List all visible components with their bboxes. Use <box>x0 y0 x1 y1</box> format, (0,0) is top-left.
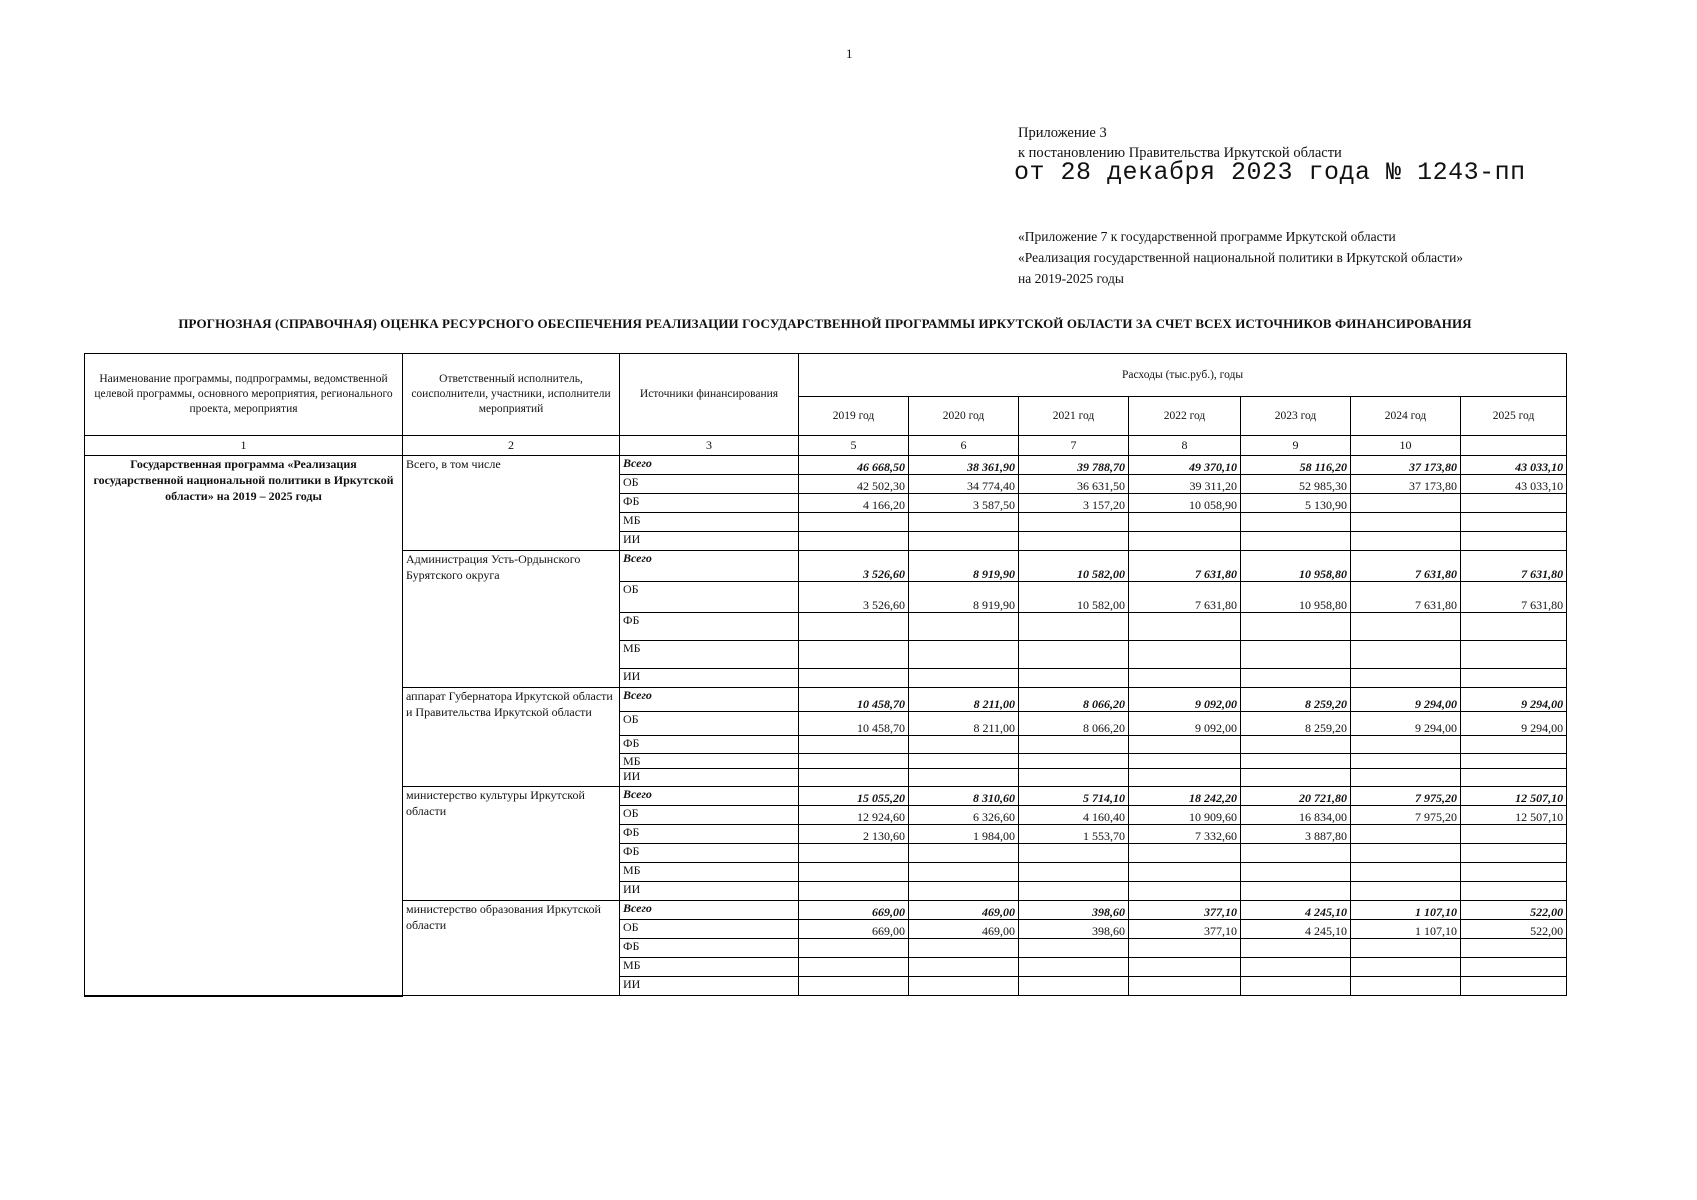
amount-cell: 20 721,80 <box>1241 787 1351 806</box>
document-title: ПРОГНОЗНАЯ (СПРАВОЧНАЯ) ОЦЕНКА РЕСУРСНОГО ОБЕСПЕЧЕНИЯ РЕАЛИЗАЦИИ ГОСУДАРСТВЕННОЙ ПРОГРАММЫ ИРКУТСКОЙ ОБЛАСТИ ЗА СЧЕТ ВСЕХ ИСТОЧНИКОВ ФИНАНСИРОВАНИЯ <box>178 316 1472 331</box>
executor-cell: министерство образования Иркутской области <box>403 901 620 996</box>
header-year: 2025 год <box>1461 397 1567 436</box>
amount-cell: 8 211,00 <box>909 688 1019 712</box>
amount-cell: 8 919,90 <box>909 582 1019 613</box>
header-year: 2024 год <box>1351 397 1461 436</box>
amount-cell: 3 526,60 <box>799 582 909 613</box>
amount-cell: 1 107,10 <box>1351 920 1461 939</box>
amount-cell <box>1129 958 1241 977</box>
amount-cell: 39 788,70 <box>1019 456 1129 475</box>
source-cell: ИИ <box>620 532 799 551</box>
source-cell: ОБ <box>620 475 799 494</box>
amount-cell <box>1241 977 1351 996</box>
amount-cell: 3 157,20 <box>1019 494 1129 513</box>
amount-cell <box>799 977 909 996</box>
amount-cell <box>1129 736 1241 754</box>
amount-cell: 8 310,60 <box>909 787 1019 806</box>
amount-cell <box>1351 513 1461 532</box>
amount-cell <box>1129 863 1241 882</box>
amount-cell <box>1129 977 1241 996</box>
amount-cell <box>1461 513 1567 532</box>
amount-cell <box>1019 863 1129 882</box>
amount-cell: 10 058,90 <box>1129 494 1241 513</box>
amount-cell: 3 887,80 <box>1241 825 1351 844</box>
amount-cell: 469,00 <box>909 901 1019 920</box>
amount-cell <box>1129 641 1241 669</box>
amount-cell: 7 631,80 <box>1351 582 1461 613</box>
source-cell: ОБ <box>620 920 799 939</box>
source-cell: ФБ <box>620 494 799 513</box>
amount-cell: 7 975,20 <box>1351 806 1461 825</box>
amount-cell: 7 332,60 <box>1129 825 1241 844</box>
amount-cell <box>1351 736 1461 754</box>
source-cell: ОБ <box>620 582 799 613</box>
amount-cell <box>1129 882 1241 901</box>
amount-cell: 4 245,10 <box>1241 920 1351 939</box>
amount-cell <box>1241 882 1351 901</box>
amount-cell <box>799 613 909 641</box>
amount-cell: 9 294,00 <box>1351 688 1461 712</box>
column-number <box>1461 436 1567 456</box>
amount-cell <box>1351 977 1461 996</box>
amount-cell <box>909 882 1019 901</box>
page-number: 1 <box>846 46 853 61</box>
amount-cell: 7 631,80 <box>1129 551 1241 582</box>
amount-cell <box>1241 513 1351 532</box>
source-cell: МБ <box>620 513 799 532</box>
column-number: 1 <box>85 436 403 456</box>
amount-cell: 18 242,20 <box>1129 787 1241 806</box>
amount-cell <box>799 513 909 532</box>
amount-cell <box>1129 769 1241 787</box>
amount-cell: 39 311,20 <box>1129 475 1241 494</box>
amount-cell: 16 834,00 <box>1241 806 1351 825</box>
amount-cell <box>1461 669 1567 688</box>
amount-cell: 9 294,00 <box>1351 712 1461 736</box>
column-number: 3 <box>620 436 799 456</box>
program-ref-line: на 2019-2025 годы <box>1018 271 1124 286</box>
amount-cell <box>1461 977 1567 996</box>
program-reference <box>1018 226 1463 289</box>
amount-cell: 4 166,20 <box>799 494 909 513</box>
amount-cell <box>909 863 1019 882</box>
amount-cell: 5 714,10 <box>1019 787 1129 806</box>
amount-cell <box>1019 669 1129 688</box>
source-cell: ИИ <box>620 669 799 688</box>
amount-cell <box>1461 939 1567 958</box>
amount-cell: 49 370,10 <box>1129 456 1241 475</box>
column-number-row <box>85 436 1567 456</box>
header-year: 2023 год <box>1241 397 1351 436</box>
amount-cell <box>1461 754 1567 769</box>
amount-cell <box>1461 736 1567 754</box>
amount-cell <box>799 754 909 769</box>
amount-cell: 522,00 <box>1461 901 1567 920</box>
amount-cell: 10 582,00 <box>1019 551 1129 582</box>
amount-cell: 36 631,50 <box>1019 475 1129 494</box>
amount-cell <box>909 939 1019 958</box>
amount-cell: 58 116,20 <box>1241 456 1351 475</box>
amount-cell: 4 245,10 <box>1241 901 1351 920</box>
amount-cell <box>909 958 1019 977</box>
amount-cell: 669,00 <box>799 901 909 920</box>
amount-cell <box>1019 754 1129 769</box>
amount-cell: 3 587,50 <box>909 494 1019 513</box>
source-cell: МБ <box>620 641 799 669</box>
amount-cell <box>799 669 909 688</box>
amount-cell <box>1461 825 1567 844</box>
amount-cell: 3 526,60 <box>799 551 909 582</box>
amount-cell: 8 919,90 <box>909 551 1019 582</box>
amount-cell <box>1351 958 1461 977</box>
header-expenses: Расходы (тыс.руб.), годы <box>799 354 1567 397</box>
amount-cell <box>1351 844 1461 863</box>
amount-cell <box>1351 613 1461 641</box>
amount-cell: 9 092,00 <box>1129 688 1241 712</box>
amount-cell: 5 130,90 <box>1241 494 1351 513</box>
source-cell: ИИ <box>620 769 799 787</box>
executor-cell: Администрация Усть-Ордынского Бурятского округа <box>403 551 620 688</box>
amount-cell <box>799 939 909 958</box>
source-cell: ФБ <box>620 939 799 958</box>
amount-cell <box>909 532 1019 551</box>
amount-cell: 8 211,00 <box>909 712 1019 736</box>
amount-cell <box>799 769 909 787</box>
amount-cell: 1 553,70 <box>1019 825 1129 844</box>
amount-cell: 46 668,50 <box>799 456 909 475</box>
amount-cell <box>1129 613 1241 641</box>
column-number: 6 <box>909 436 1019 456</box>
amount-cell: 37 173,80 <box>1351 456 1461 475</box>
column-number: 2 <box>403 436 620 456</box>
amount-cell <box>1019 844 1129 863</box>
amount-cell <box>1129 669 1241 688</box>
amount-cell <box>1019 958 1129 977</box>
amount-cell: 43 033,10 <box>1461 456 1567 475</box>
amount-cell <box>1241 863 1351 882</box>
amount-cell <box>909 977 1019 996</box>
amount-cell <box>1461 494 1567 513</box>
appendix-line: Приложение 3 <box>1018 125 1107 141</box>
amount-cell <box>1241 641 1351 669</box>
source-cell: Всего <box>620 787 799 806</box>
amount-cell <box>1241 769 1351 787</box>
amount-cell <box>1241 939 1351 958</box>
amount-cell <box>1241 736 1351 754</box>
amount-cell <box>1129 939 1241 958</box>
amount-cell <box>1019 613 1129 641</box>
amount-cell <box>1019 736 1129 754</box>
amount-cell <box>1019 882 1129 901</box>
amount-cell <box>1241 844 1351 863</box>
amount-cell <box>1241 532 1351 551</box>
amount-cell <box>799 882 909 901</box>
amount-cell: 7 631,80 <box>1461 551 1567 582</box>
amount-cell <box>1461 844 1567 863</box>
amount-cell: 398,60 <box>1019 901 1129 920</box>
header-year: 2020 год <box>909 397 1019 436</box>
amount-cell <box>909 641 1019 669</box>
amount-cell <box>1019 977 1129 996</box>
amount-cell <box>1351 863 1461 882</box>
amount-cell: 10 458,70 <box>799 712 909 736</box>
amount-cell: 4 160,40 <box>1019 806 1129 825</box>
amount-cell: 9 294,00 <box>1461 688 1567 712</box>
amount-cell: 8 066,20 <box>1019 712 1129 736</box>
amount-cell <box>1019 641 1129 669</box>
amount-cell <box>1461 532 1567 551</box>
amount-cell <box>1241 958 1351 977</box>
program-ref-line: «Реализация государственной национальной политики в Иркутской области» <box>1018 250 1464 265</box>
header-executor: Ответственный исполнитель, соисполнители, участники, исполнители мероприятий <box>403 354 620 436</box>
header-program: Наименование программы, подпрограммы, ведомственной целевой программы, основного мероприятия, регионального проекта, мероприятия <box>85 354 403 436</box>
amount-cell <box>799 844 909 863</box>
amount-cell <box>1461 958 1567 977</box>
source-cell: Всего <box>620 688 799 712</box>
amount-cell: 6 326,60 <box>909 806 1019 825</box>
header-year: 2019 год <box>799 397 909 436</box>
executor-cell: аппарат Губернатора Иркутской области и Правительства Иркутской области <box>403 688 620 787</box>
source-cell: ФБ <box>620 613 799 641</box>
amount-cell <box>909 736 1019 754</box>
amount-cell: 377,10 <box>1129 901 1241 920</box>
amount-cell <box>1351 754 1461 769</box>
header-source: Источники финансирования <box>620 354 799 436</box>
appendix-line: к постановлению Правительства Иркутской области <box>1018 145 1342 161</box>
amount-cell <box>799 736 909 754</box>
amount-cell: 377,10 <box>1129 920 1241 939</box>
amount-cell: 52 985,30 <box>1241 475 1351 494</box>
amount-cell <box>909 613 1019 641</box>
amount-cell: 398,60 <box>1019 920 1129 939</box>
source-cell: ФБ <box>620 736 799 754</box>
decree-date: от 28 декабря 2023 года № 1243-пп <box>1014 158 1526 187</box>
amount-cell <box>1351 669 1461 688</box>
amount-cell <box>1461 863 1567 882</box>
source-cell: ОБ <box>620 712 799 736</box>
amount-cell: 8 259,20 <box>1241 688 1351 712</box>
executor-cell: министерство культуры Иркутской области <box>403 787 620 901</box>
amount-cell <box>1241 669 1351 688</box>
column-number: 8 <box>1129 436 1241 456</box>
source-cell: ОБ <box>620 806 799 825</box>
amount-cell: 12 924,60 <box>799 806 909 825</box>
amount-cell: 10 458,70 <box>799 688 909 712</box>
source-cell: Всего <box>620 901 799 920</box>
program-ref-line: «Приложение 7 к государственной программе Иркутской области <box>1018 229 1396 244</box>
source-cell: МБ <box>620 754 799 769</box>
column-number: 10 <box>1351 436 1461 456</box>
amount-cell: 522,00 <box>1461 920 1567 939</box>
amount-cell <box>799 641 909 669</box>
amount-cell <box>799 958 909 977</box>
amount-cell: 10 582,00 <box>1019 582 1129 613</box>
amount-cell <box>1351 769 1461 787</box>
amount-cell: 469,00 <box>909 920 1019 939</box>
amount-cell <box>1129 513 1241 532</box>
amount-cell <box>1351 494 1461 513</box>
amount-cell: 7 631,80 <box>1461 582 1567 613</box>
amount-cell: 8 066,20 <box>1019 688 1129 712</box>
amount-cell <box>1129 754 1241 769</box>
amount-cell <box>1019 939 1129 958</box>
source-cell: ИИ <box>620 882 799 901</box>
amount-cell: 2 130,60 <box>799 825 909 844</box>
amount-cell <box>1351 641 1461 669</box>
amount-cell <box>1019 769 1129 787</box>
amount-cell: 12 507,10 <box>1461 806 1567 825</box>
appendix-note <box>1018 123 1342 163</box>
amount-cell <box>909 844 1019 863</box>
amount-cell <box>1461 613 1567 641</box>
amount-cell: 7 975,20 <box>1351 787 1461 806</box>
amount-cell: 43 033,10 <box>1461 475 1567 494</box>
amount-cell: 15 055,20 <box>799 787 909 806</box>
source-cell: Всего <box>620 551 799 582</box>
amount-cell: 34 774,40 <box>909 475 1019 494</box>
amount-cell: 669,00 <box>799 920 909 939</box>
amount-cell <box>1461 641 1567 669</box>
source-cell: ИИ <box>620 977 799 996</box>
amount-cell: 7 631,80 <box>1351 551 1461 582</box>
source-cell: МБ <box>620 958 799 977</box>
amount-cell: 10 958,80 <box>1241 582 1351 613</box>
amount-cell: 1 107,10 <box>1351 901 1461 920</box>
amount-cell: 8 259,20 <box>1241 712 1351 736</box>
column-number: 5 <box>799 436 909 456</box>
amount-cell: 9 294,00 <box>1461 712 1567 736</box>
amount-cell <box>1351 882 1461 901</box>
amount-cell <box>1129 844 1241 863</box>
amount-cell: 37 173,80 <box>1351 475 1461 494</box>
amount-cell: 10 909,60 <box>1129 806 1241 825</box>
amount-cell <box>1461 882 1567 901</box>
amount-cell <box>1019 513 1129 532</box>
amount-cell: 9 092,00 <box>1129 712 1241 736</box>
program-name-cell: Государственная программа «Реализация государственной национальной политики в Иркутской области» на 2019 – 2025 годы <box>85 456 403 996</box>
source-cell: ФБ <box>620 825 799 844</box>
amount-cell <box>909 769 1019 787</box>
source-cell: ФБ <box>620 844 799 863</box>
column-number: 7 <box>1019 436 1129 456</box>
amount-cell: 42 502,30 <box>799 475 909 494</box>
header-year: 2021 год <box>1019 397 1129 436</box>
table-body <box>85 456 1567 996</box>
column-number: 9 <box>1241 436 1351 456</box>
source-cell: Всего <box>620 456 799 475</box>
amount-cell <box>909 669 1019 688</box>
amount-cell: 10 958,80 <box>1241 551 1351 582</box>
amount-cell <box>1351 825 1461 844</box>
amount-cell <box>1019 532 1129 551</box>
amount-cell <box>909 513 1019 532</box>
amount-cell <box>1241 754 1351 769</box>
amount-cell <box>1461 769 1567 787</box>
amount-cell: 12 507,10 <box>1461 787 1567 806</box>
funding-table <box>84 353 1567 997</box>
table-row <box>85 456 1567 475</box>
amount-cell <box>1241 613 1351 641</box>
amount-cell <box>909 754 1019 769</box>
amount-cell: 1 984,00 <box>909 825 1019 844</box>
amount-cell <box>1351 532 1461 551</box>
header-year: 2022 год <box>1129 397 1241 436</box>
amount-cell: 7 631,80 <box>1129 582 1241 613</box>
amount-cell <box>1129 532 1241 551</box>
amount-cell <box>799 532 909 551</box>
amount-cell: 38 361,90 <box>909 456 1019 475</box>
amount-cell <box>799 863 909 882</box>
source-cell: МБ <box>620 863 799 882</box>
amount-cell <box>1351 939 1461 958</box>
executor-cell: Всего, в том числе <box>403 456 620 551</box>
